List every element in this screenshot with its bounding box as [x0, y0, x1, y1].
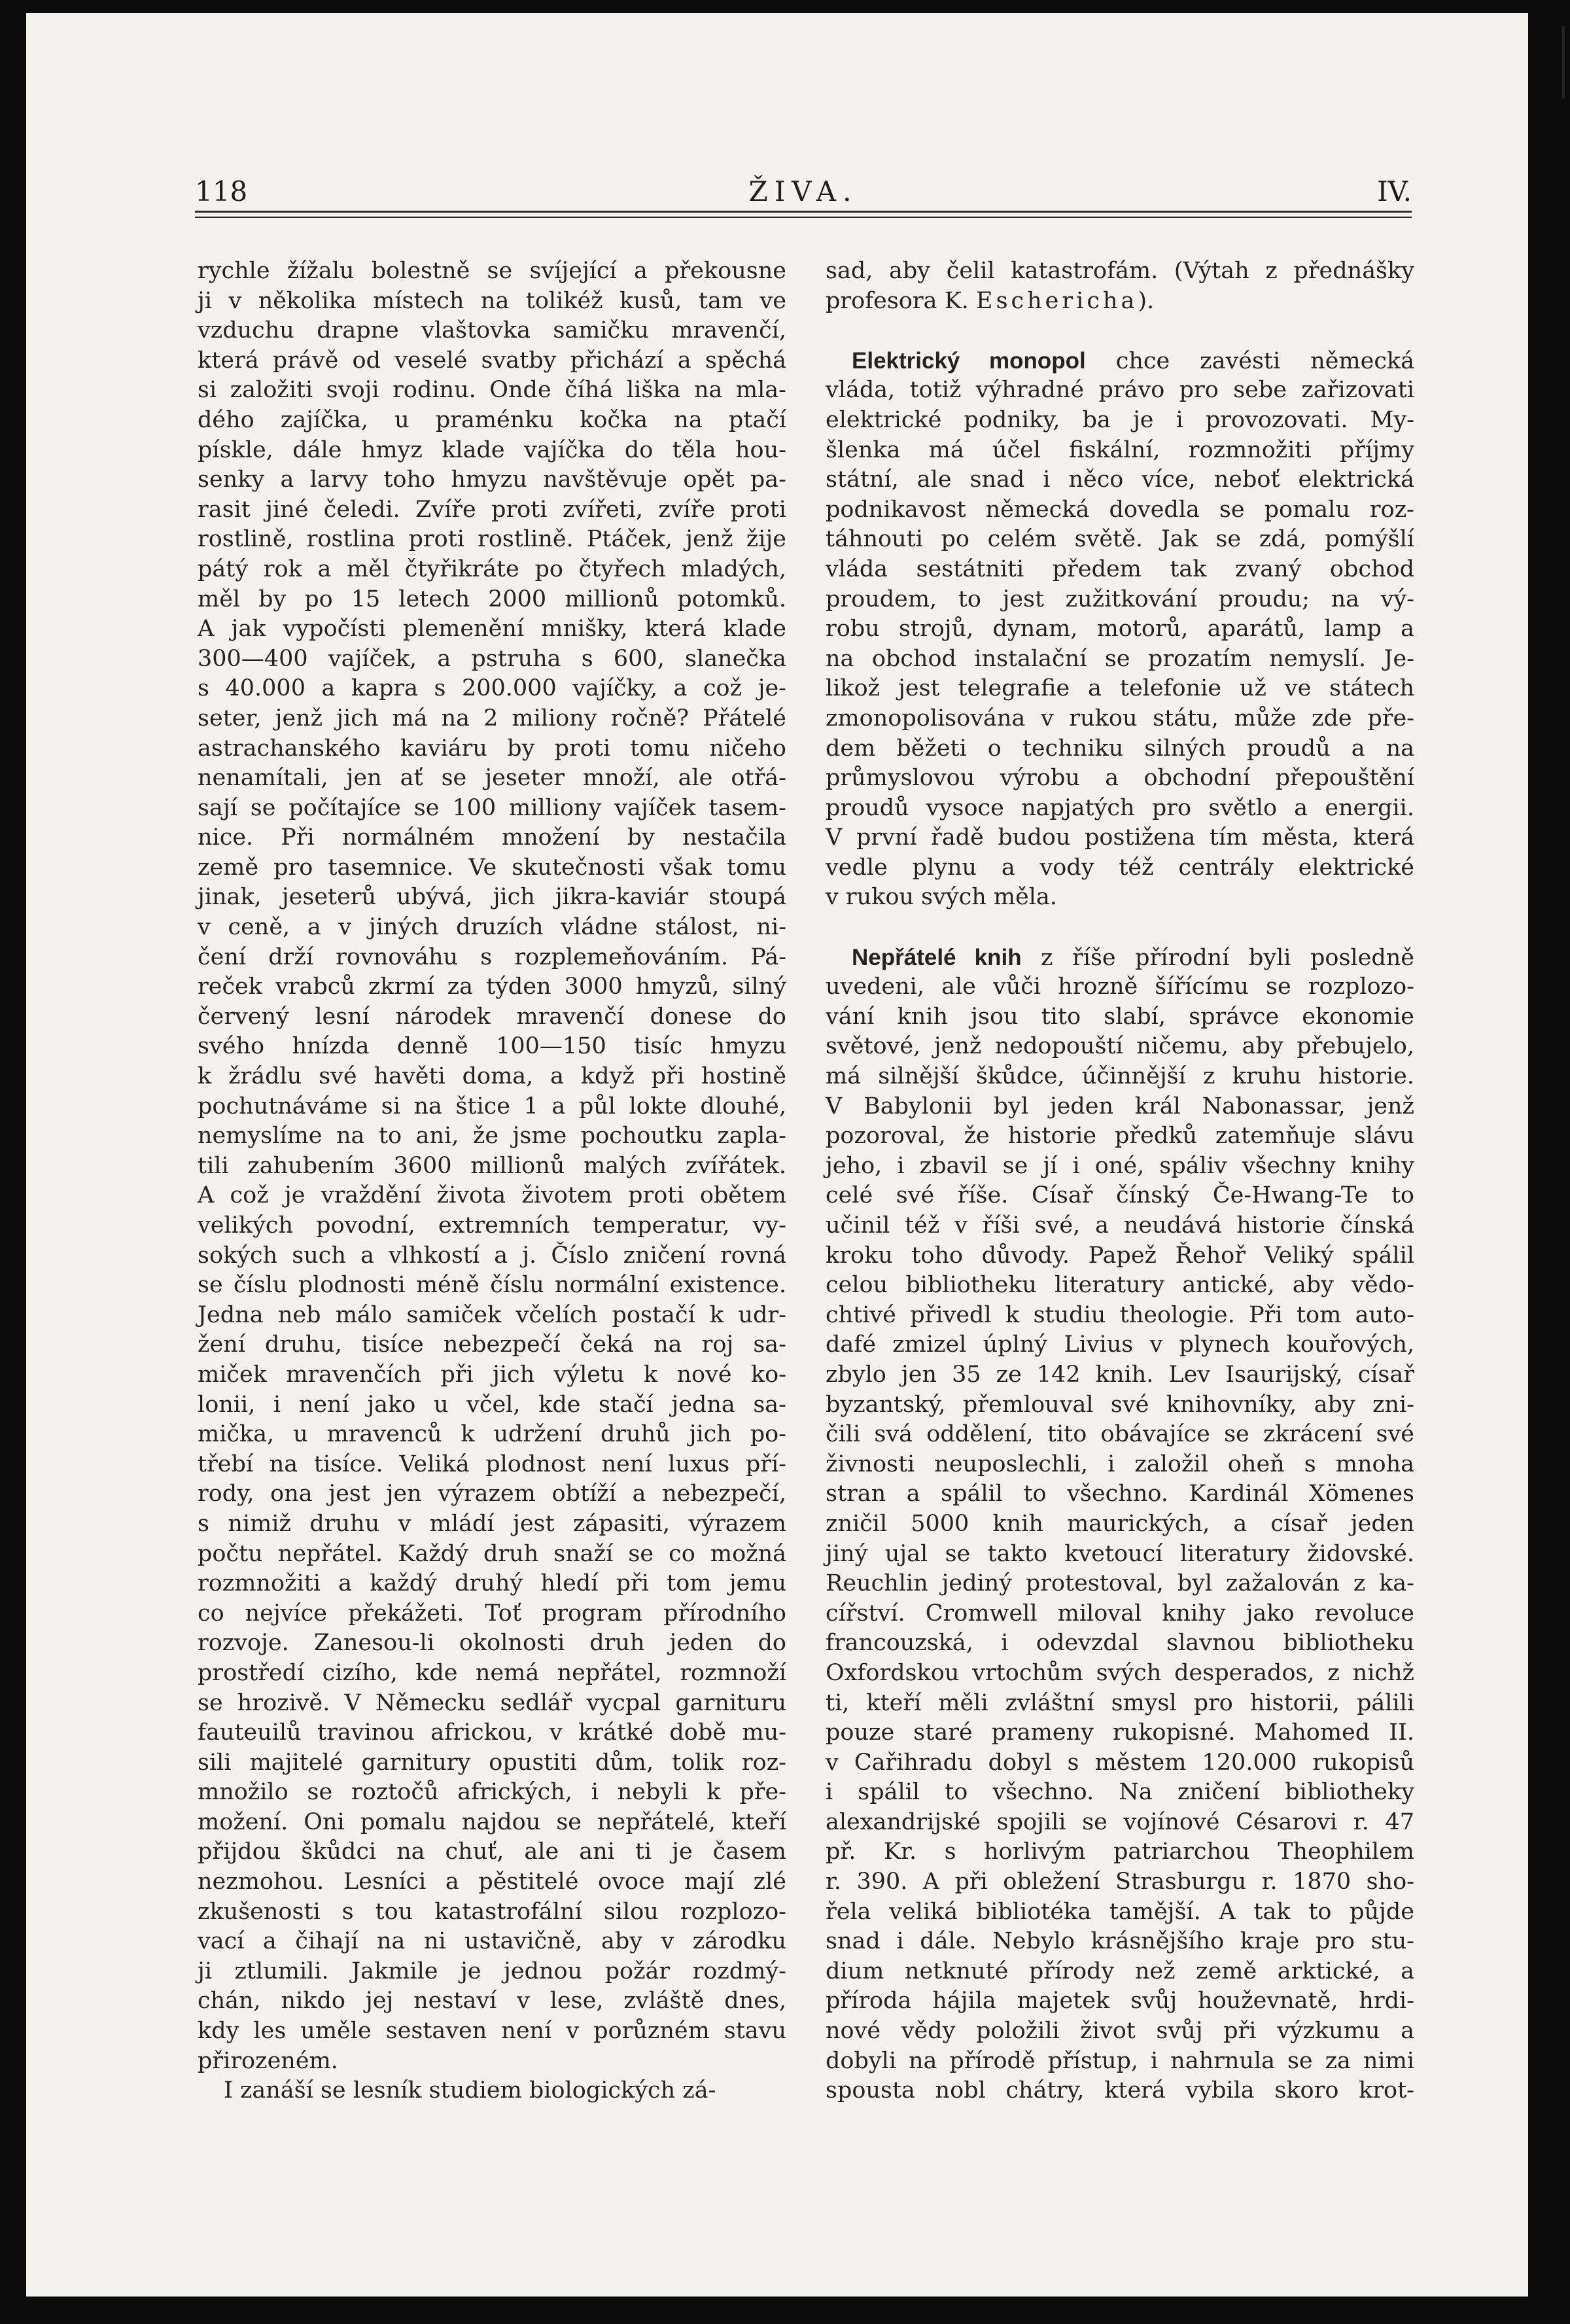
text-line: nemyslíme na to ani, že jsme pochoutku zapla-	[198, 1123, 786, 1150]
text-line: astrachanského kaviáru by proti tomu ničeho	[198, 735, 786, 762]
text-line: I zanáší se lesník studiem biologických zá-	[224, 2077, 716, 2104]
text-line: nice. Při normálném množení by nestačila	[198, 824, 786, 851]
text-line: vání knih jsou tito slabí, správce ekonomie	[826, 1003, 1414, 1030]
text-line: Jedna neb málo samiček včelích postačí k udr-	[198, 1301, 786, 1328]
text-line: reček vrabců zkrmí za týden 3000 hmyzů, silný	[198, 974, 786, 1000]
text-line: množilo se roztočů afrických, i nebyli k pře-	[198, 1779, 786, 1806]
text-line: senky a larvy toho hmyzu navštěvuje opět pa-	[198, 467, 786, 493]
right-column	[826, 256, 1414, 2106]
text-line: miček mravenčích při jich výletu k nové ko-	[198, 1361, 786, 1388]
text-line: čili svá oddělení, tito obávajíce se zkrácení své	[826, 1421, 1414, 1448]
text-line: proudů vysoce napjatých pro světlo a energii.	[826, 794, 1414, 821]
text-line: chtivé přivedl k studiu theologie. Při tom auto-	[826, 1301, 1414, 1328]
text-line: stran a spálil to všechno. Kardinál Xömenes	[826, 1481, 1414, 1507]
text-line: s 40.000 a kapra s 200.000 vajíčky, a což je-	[198, 675, 786, 702]
text-line: vláda sestátniti předem tak zvaný obchod	[826, 555, 1414, 582]
text-line-part: ).	[1138, 287, 1155, 314]
text-line: jinak, jeseterů ubývá, jich jikra-kaviár stoupá	[198, 884, 786, 911]
text-line: celou bibliotheku literatury antické, aby vědo-	[826, 1272, 1414, 1299]
text-line: cířství. Cromwell miloval knihy jako revoluce	[826, 1600, 1414, 1627]
text-line: zničil 5000 knih maurických, a císař jeden	[826, 1510, 1414, 1537]
text-line: vzduchu drapne vlaštovka samičku mravenčí,	[198, 317, 786, 344]
text-line: r. 390. A při obležení Strasburgu r. 1870 sho-	[826, 1869, 1414, 1895]
text-line: průmyslovou výrobu a obchodní přepouštění	[826, 765, 1414, 792]
text-line-part: profesora K.	[826, 287, 977, 314]
text-line: ji v několika místech na tolikéž kusů, tam ve	[198, 287, 786, 314]
text-line: dem běžeti o techniku silných proudů a na	[826, 735, 1414, 762]
running-header	[195, 161, 1412, 213]
text-line: táhnouti po celém světě. Jak se zdá, pomýšlí	[826, 526, 1414, 553]
text-line: šlenka má účel fiskální, rozmnožiti příjmy	[826, 436, 1414, 463]
text-line: státní, ale snad i něco více, neboť elektrická	[826, 467, 1414, 493]
text-line: pískle, dále hmyz klade vajíčka do těla hou-	[198, 436, 786, 463]
text-line: dého zajíčka, u praménku kočka na ptačí	[198, 406, 786, 433]
journal-title: ŽIVA.	[748, 175, 858, 207]
volume-number: IV.	[1377, 175, 1412, 207]
text-line: i spálil to všechno. Na zničení bibliotheky	[826, 1779, 1414, 1806]
text-line: ti, kteří měli zvláštní smysl pro historii, pálili	[826, 1689, 1414, 1716]
text-line: v Cařihradu dobyl s městem 120.000 rukopisů	[826, 1749, 1414, 1776]
text-line: robu strojů, dynam, motorů, aparátů, lamp a	[826, 616, 1414, 643]
section-heading-book-enemies: Nepřátelé knih	[852, 944, 1022, 970]
text-line: byzantský, přemlouval své knihovníky, aby zni-	[826, 1391, 1414, 1418]
text-line: chán, nikdo jej nestaví v lese, zvláště dnes,	[198, 1988, 786, 2015]
text-line-part: chce zavésti německá	[1085, 347, 1414, 374]
text-line: V první řadě budou postižena tím města, která	[826, 824, 1414, 851]
text-line: sad, aby čelil katastrofám. (Výtah z přednášky	[826, 258, 1414, 284]
text-line: fauteuilů travinou africkou, v krátké době mu-	[198, 1719, 786, 1746]
text-line: vací a čihají na ni ustavičně, aby v zárodku	[198, 1928, 786, 1955]
text-line: která právě od veselé svatby přichází a spěchá	[198, 347, 786, 374]
text-line: rody, ona jest jen výrazem obtíží a nebezpečí,	[198, 1481, 786, 1507]
text-line: snad i dále. Nebylo krásnějšího kraje pro stu-	[826, 1928, 1414, 1955]
section-body-electric-monopoly	[826, 376, 1414, 913]
text-line: pátý rok a měl čtyřikráte po čtyřech mladých,	[198, 555, 786, 582]
text-line: počtu nepřátel. Každý druh snaží se co možná	[198, 1540, 786, 1567]
text-line: podnikavost německá dovedla se pomalu roz-	[826, 496, 1414, 523]
text-line: rozmnožiti a každý druhý hledí při tom jemu	[198, 1570, 786, 1597]
text-line: nové vědy položili život svůj při výzkumu a	[826, 2018, 1414, 2045]
text-line: v ceně, a v jiných druzích vládne stálost, ni-	[198, 914, 786, 941]
text-line: ji ztlumili. Jakmile je jednou požár rozdmý-	[198, 1958, 786, 1984]
paragraph-gap	[826, 913, 1414, 943]
text-line: světové, jenž nedopouští ničemu, aby přebujelo,	[826, 1033, 1414, 1060]
text-line: kroku toho důvody. Papež Řehoř Veliký spálil	[826, 1242, 1414, 1269]
text-line: čení drží rovnováhu s rozplemeňováním. Pá-	[198, 943, 786, 970]
text-line: spousta nobl chátry, která vybila skoro krot-	[826, 2077, 1414, 2104]
text-line: proudem, to jest zužitkování proudu; na vý-	[826, 586, 1414, 612]
text-line	[826, 287, 1414, 317]
text-line: rychle žížalu bolestně se svíjející a překousne	[198, 258, 786, 284]
text-line: zbylo jen 35 ze 142 knih. Lev Isaurijský, císař	[826, 1361, 1414, 1388]
text-line: si založiti svoji rodinu. Onde číhá liška na mla-	[198, 377, 786, 404]
text-line: alexandrijské spojili se vojínové Césarovi r. 47	[826, 1808, 1414, 1835]
text-line: celé své říše. Císař čínský Če-Hwang-Te to	[826, 1182, 1414, 1209]
text-line: s nimiž druhu v mládí jest zápasiti, výrazem	[198, 1510, 786, 1537]
section-first-line	[826, 943, 1414, 973]
text-line: co nejvíce překážeti. Toť program přírodního	[198, 1600, 786, 1627]
section-heading-electric-monopoly: Elektrický monopol	[852, 347, 1086, 374]
text-line: třebí na tisíce. Veliká plodnost není luxus pří-	[198, 1451, 786, 1477]
text-line: sokých such a vlhkostí a j. Číslo zničení rovná	[198, 1242, 786, 1269]
text-line: žení druhu, tisíce nebezpečí čeká na roj sa-	[198, 1331, 786, 1358]
text-line: seter, jenž jich má na 2 miliony ročně? Přátelé	[198, 705, 786, 731]
text-line: zmonopolisována v rukou státu, může zde pře-	[826, 705, 1414, 731]
text-line: k žrádlu své havěti doma, a když při hostině	[198, 1063, 786, 1090]
text-line: měl by po 15 letech 2000 millionů potomků.	[198, 586, 786, 612]
text-line: možení. Oni pomalu najdou se nepřátelé, kteří	[198, 1808, 786, 1835]
author-name: Eschericha	[976, 287, 1138, 314]
page-number: 118	[195, 175, 248, 207]
paragraph-gap	[826, 316, 1414, 346]
text-line: dobyli na přírodě přístup, i nahrnula se za nimi	[826, 2047, 1414, 2074]
left-column	[198, 256, 786, 2106]
section-body-book-enemies	[826, 972, 1414, 2106]
text-line: země pro tasemnice. Ve skutečnosti však tomu	[198, 854, 786, 881]
text-line: dium netknuté přírody než země arktické, a	[826, 1958, 1414, 1984]
text-line: sili majitelé garnitury opustiti dům, tolik roz-	[198, 1749, 786, 1776]
text-line: uvedeni, ale vůči hrozně šířícímu se rozplozo-	[826, 974, 1414, 1000]
text-line: př. Kr. s horlivým patriarchou Theophilem	[826, 1839, 1414, 1865]
text-line: kdy les uměle sestaven není v porůzném stavu	[198, 2018, 786, 2045]
text-line: dafé zmizel úplný Livius v plynech kouřových,	[826, 1331, 1414, 1358]
text-line: pouze staré prameny rukopisné. Mahomed II.	[826, 1719, 1414, 1746]
section-first-line	[826, 346, 1414, 376]
text-line: likož jest telegrafie a telefonie už ve státech	[826, 675, 1414, 702]
text-line: v rukou svých měla.	[826, 884, 1057, 911]
text-line: přirozeném.	[198, 2047, 338, 2074]
text-line: vláda, totiž výhradné právo pro sebe zařizovati	[826, 377, 1414, 404]
text-line: tili zahubením 3600 millionů malých zvířátek.	[198, 1152, 786, 1179]
scan-edge-mark	[1562, 26, 1565, 98]
text-line: Reuchlin jediný protestoval, byl zažalován z ka-	[826, 1570, 1414, 1597]
text-line: lonii, i není jako u včel, kde stačí jedna sa-	[198, 1391, 786, 1418]
text-line: nezmohou. Lesníci a pěstitelé ovoce mají zlé	[198, 1869, 786, 1895]
text-line: má silnější škůdce, účinnější z kruhu historie.	[826, 1063, 1414, 1090]
text-line: rostlině, rostlina proti rostlině. Ptáček, jenž žije	[198, 526, 786, 553]
text-line: rozvoje. Zanesou-li okolnosti druh jeden do	[198, 1630, 786, 1657]
text-line: pochutnáváme si na štice 1 a půl lokte dlouhé,	[198, 1093, 786, 1119]
text-line: prostředí cizího, kde nemá nepřátel, rozmnoží	[198, 1659, 786, 1686]
text-line-part: z říše přírodní byli posledně	[1021, 944, 1414, 971]
text-line: francouzská, i odevzdal slavnou bibliotheku	[826, 1630, 1414, 1657]
scanned-page	[26, 13, 1528, 2297]
text-line: příroda hájila majetek svůj houževnatě, hrdi-	[826, 1988, 1414, 2015]
text-line: řela veliká bibliotéka tamější. A tak to půjde	[826, 1898, 1414, 1925]
text-line: velikých povodní, extremních temperatur, vy-	[198, 1212, 786, 1239]
text-line: mička, u mravenců k udržení druhů jich po-	[198, 1421, 786, 1448]
text-line: A což je vraždění života životem proti obětem	[198, 1182, 786, 1209]
text-line: svého hnízda denně 100—150 tisíc hmyzu	[198, 1033, 786, 1060]
text-line: rasit jiné čeledi. Zvíře proti zvířeti, zvíře proti	[198, 496, 786, 523]
header-rule	[195, 211, 1412, 213]
text-line: sají se počítajíce se 100 milliony vajíček tasem-	[198, 794, 786, 821]
text-line: elektrické podniky, ba je i provozovati. My-	[826, 406, 1414, 433]
text-line: vedle plynu a vody též centrály elektrické	[826, 854, 1414, 881]
text-line: 300—400 vajíček, a pstruha s 600, slanečka	[198, 645, 786, 672]
text-line: živnosti neuposlechli, i založil oheň s mnoha	[826, 1451, 1414, 1477]
text-line: jiný ujal se takto kvetoucí literatury židovské.	[826, 1540, 1414, 1567]
text-line: učinil též v říši své, a neudává historie čínská	[826, 1212, 1414, 1239]
text-line: na obchod instalační se prozatím nemyslí. Je-	[826, 645, 1414, 672]
text-line: se číslu plodnosti méně číslu normální existence.	[198, 1272, 786, 1299]
text-line: červený lesní národek mravenčí donese do	[198, 1003, 786, 1030]
text-line: Oxfordskou vrtochům svých desperados, z nichž	[826, 1659, 1414, 1686]
text-line: V Babylonii byl jeden král Nabonassar, jenž	[826, 1093, 1414, 1119]
text-line: A jak vypočísti plemenění mnišky, která klade	[198, 616, 786, 643]
text-line: přijdou škůdci na chuť, ale ani ti je časem	[198, 1839, 786, 1865]
text-line: pozoroval, že historie předků zatemňuje slávu	[826, 1123, 1414, 1150]
header-rule-double	[195, 217, 1412, 218]
text-line: nenamítali, jen ať se jeseter množí, ale otřá-	[198, 765, 786, 792]
text-line: se hrozivě. V Německu sedlář vycpal garnituru	[198, 1689, 786, 1716]
text-line: zkušenosti s tou katastrofální silou rozplozo-	[198, 1898, 786, 1925]
text-line: jeho, i zbavil se jí i oné, spáliv všechny knihy	[826, 1152, 1414, 1179]
